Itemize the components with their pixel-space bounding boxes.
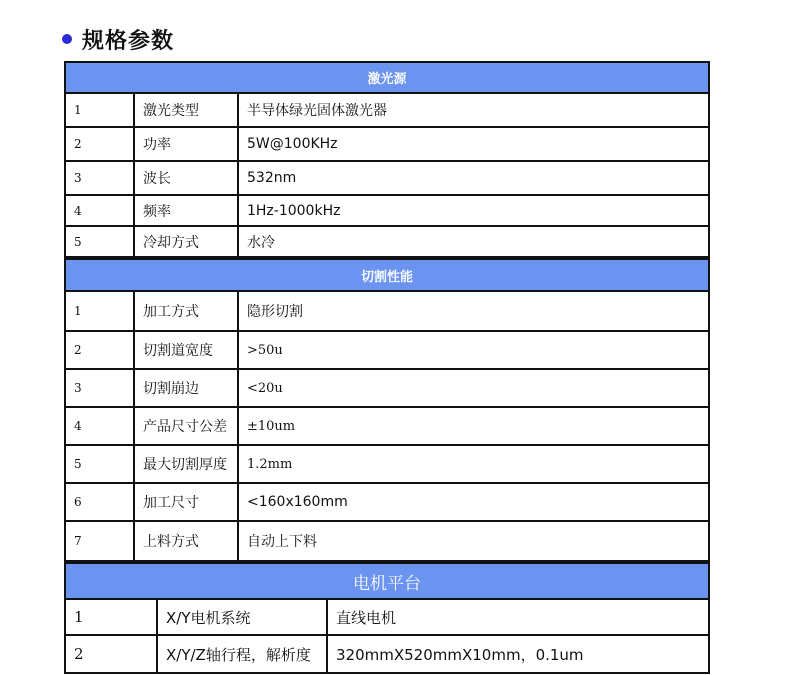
spec-table-motor-platform (64, 562, 710, 674)
page-title: 规格参数 (82, 28, 175, 54)
table-row (65, 521, 709, 561)
spec-table-laser-source (64, 61, 710, 258)
row-number: 2 (65, 127, 134, 161)
row-number: 4 (65, 195, 134, 226)
table-row (65, 127, 709, 161)
param-value: 5W@100KHz (238, 127, 709, 161)
param-value: 水冷 (238, 226, 709, 257)
param-name: 产品尺寸公差 (134, 407, 238, 445)
param-name: 切割崩边 (134, 369, 238, 407)
param-value: 直线电机 (327, 599, 709, 635)
section-title: 激光源 (65, 62, 709, 93)
row-number: 3 (65, 161, 134, 195)
row-number: 2 (65, 635, 157, 673)
param-value: 隐形切割 (238, 291, 709, 331)
row-number: 1 (65, 599, 157, 635)
param-name: 切割道宽度 (134, 331, 238, 369)
row-number: 5 (65, 226, 134, 257)
param-value: <20u (238, 369, 709, 407)
param-value: <160x160mm (238, 483, 709, 521)
section-title: 电机平台 (65, 563, 709, 599)
param-value: 自动上下料 (238, 521, 709, 561)
table-row (65, 195, 709, 226)
table-row (65, 599, 709, 635)
param-name: 上料方式 (134, 521, 238, 561)
param-name: 冷却方式 (134, 226, 238, 257)
row-number: 7 (65, 521, 134, 561)
table-row (65, 445, 709, 483)
table-row (65, 161, 709, 195)
table-row (65, 369, 709, 407)
row-number: 2 (65, 331, 134, 369)
table-row (65, 483, 709, 521)
param-value: 1.2mm (238, 445, 709, 483)
bullet-icon (62, 34, 72, 44)
row-number: 5 (65, 445, 134, 483)
param-name: 波长 (134, 161, 238, 195)
param-name: 激光类型 (134, 93, 238, 127)
param-name: 功率 (134, 127, 238, 161)
row-number: 1 (65, 291, 134, 331)
param-name: 频率 (134, 195, 238, 226)
param-value: 320mmX520mmX10mm，0.1um (327, 635, 709, 673)
param-value: >50u (238, 331, 709, 369)
row-number: 1 (65, 93, 134, 127)
row-number: 6 (65, 483, 134, 521)
param-name: X/Y/Z轴行程，解析度 (157, 635, 327, 673)
param-value: ±10um (238, 407, 709, 445)
table-row (65, 226, 709, 257)
row-number: 3 (65, 369, 134, 407)
spec-table-cutting-performance (64, 258, 710, 562)
param-name: 最大切割厚度 (134, 445, 238, 483)
table-row (65, 331, 709, 369)
param-value: 1Hz-1000kHz (238, 195, 709, 226)
row-number: 4 (65, 407, 134, 445)
section-title: 切割性能 (65, 259, 709, 291)
section-heading (62, 22, 174, 56)
param-name: 加工尺寸 (134, 483, 238, 521)
param-value: 532nm (238, 161, 709, 195)
table-row (65, 635, 709, 673)
param-name: 加工方式 (134, 291, 238, 331)
param-value: 半导体绿光固体激光器 (238, 93, 709, 127)
table-row (65, 407, 709, 445)
table-row (65, 93, 709, 127)
param-name: X/Y电机系统 (157, 599, 327, 635)
table-row (65, 291, 709, 331)
